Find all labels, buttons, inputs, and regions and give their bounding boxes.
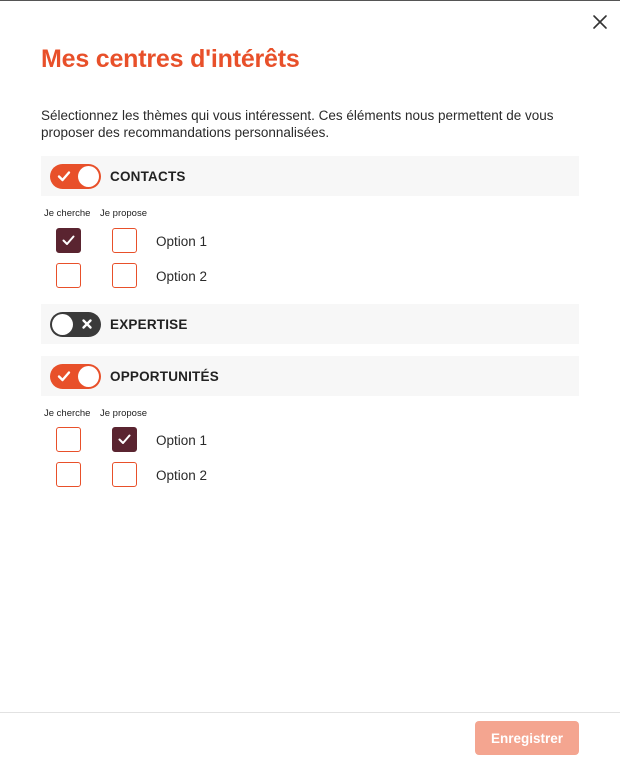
checkbox-opportunites-option2-offer[interactable] [112, 462, 137, 487]
column-label-seek: Je cherche [44, 408, 91, 419]
toggle-opportunites[interactable] [50, 364, 101, 389]
checkbox-contacts-option1-offer[interactable] [112, 228, 137, 253]
checkbox-contacts-option2-seek[interactable] [56, 263, 81, 288]
toggle-knob [78, 166, 99, 187]
checkbox-contacts-option2-offer[interactable] [112, 263, 137, 288]
section-header-opportunites [41, 356, 579, 396]
check-icon [57, 369, 71, 383]
section-label-contacts: CONTACTS [110, 169, 186, 184]
close-button[interactable] [590, 12, 610, 32]
checkbox-opportunites-option1-offer[interactable] [112, 427, 137, 452]
column-label-offer: Je propose [100, 208, 148, 219]
section-header-contacts [41, 156, 579, 196]
check-icon [57, 169, 71, 183]
option-label-opportunites-1: Option 1 [156, 433, 208, 448]
toggle-knob [78, 366, 99, 387]
checkbox-opportunites-option1-seek[interactable] [56, 427, 81, 452]
modal-footer [0, 712, 620, 760]
toggle-knob [52, 314, 73, 335]
checkbox-opportunites-option2-seek[interactable] [56, 462, 81, 487]
close-icon [590, 12, 610, 32]
option-label-contacts-1: Option 1 [156, 234, 208, 249]
option-label-contacts-2: Option 2 [156, 269, 208, 284]
section-label-opportunites: OPPORTUNITÉS [110, 369, 219, 384]
check-icon [62, 235, 75, 246]
check-icon [118, 434, 131, 445]
modal-intro: Sélectionnez les thèmes qui vous intéressent. Ces éléments nous permettent de vous proposer des recommandations personnalisées. [41, 108, 554, 140]
save-button[interactable]: Enregistrer [475, 721, 579, 755]
column-label-seek: Je cherche [44, 208, 91, 219]
section-label-expertise: EXPERTISE [110, 317, 188, 332]
modal-title: Mes centres d'intérêts [41, 45, 300, 73]
toggle-contacts[interactable] [50, 164, 101, 189]
x-icon [80, 317, 94, 331]
toggle-expertise[interactable] [50, 312, 101, 337]
section-header-expertise [41, 304, 579, 344]
option-label-opportunites-2: Option 2 [156, 468, 208, 483]
checkbox-contacts-option1-seek[interactable] [56, 228, 81, 253]
column-label-offer: Je propose [100, 408, 148, 419]
